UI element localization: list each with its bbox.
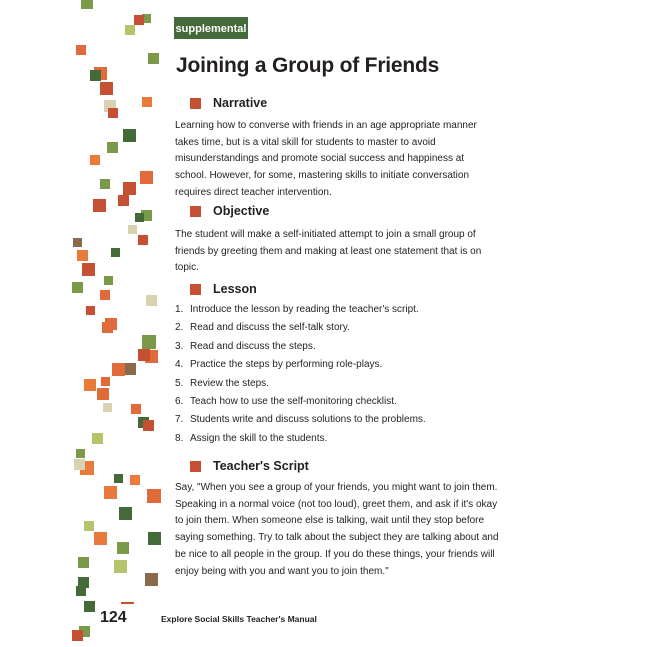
decorative-square [134, 15, 144, 25]
decorative-square [114, 474, 123, 483]
decorative-square [93, 199, 106, 212]
decorative-square [74, 459, 85, 470]
decorative-square [73, 238, 82, 247]
list-item: 1. Introduce the lesson by reading the teacher's script. [175, 304, 419, 315]
decorative-square [148, 53, 159, 64]
list-item: 4. Practice the steps by performing role-plays. [175, 359, 383, 371]
list-item: 6. Teach how to use the self-monitoring checklist. [175, 395, 397, 407]
decorative-square [100, 290, 110, 300]
decorative-square [125, 25, 135, 35]
teachers-script-heading [190, 459, 309, 473]
narrative-heading [190, 96, 267, 110]
page-number: 124 [100, 609, 127, 626]
decorative-square [143, 420, 154, 431]
decorative-square [123, 182, 136, 195]
list-item: 2. Read and discuss the self-talk story. [175, 322, 350, 334]
decorative-square [86, 306, 95, 315]
decorative-square [78, 557, 89, 568]
decorative-square [77, 250, 88, 261]
decorative-square [76, 586, 86, 596]
objective-paragraph: The student will make a self-initiated attempt to join a small group of friends by greeting them and making at least one statement that is on topic. [175, 229, 482, 274]
decorative-square [103, 403, 112, 412]
decorative-square [94, 532, 107, 545]
decorative-square [100, 179, 110, 189]
list-item: 7. Students write and discuss solutions to the problems. [175, 414, 426, 426]
decorative-square [104, 486, 117, 499]
decorative-square [84, 601, 95, 612]
decorative-square [147, 489, 161, 503]
decorative-square [108, 108, 118, 118]
lesson-heading [190, 282, 257, 296]
decorative-square [140, 171, 153, 184]
lesson-steps-list [175, 301, 426, 448]
decorative-square [142, 97, 152, 107]
decorative-square [145, 573, 158, 586]
decorative-square [124, 363, 136, 375]
decorative-square [81, 0, 93, 9]
page-title: Joining a Group of Friends [176, 54, 440, 77]
decorative-square [84, 379, 96, 391]
decorative-square [114, 560, 127, 573]
supplemental-tab: supplemental [174, 17, 248, 39]
square-bullet-icon [190, 461, 201, 472]
decorative-square [111, 248, 120, 257]
decorative-square [138, 349, 150, 361]
list-item: 8. Assign the skill to the students. [175, 432, 328, 444]
decorative-square [84, 521, 94, 531]
objective-heading [190, 204, 269, 218]
book-title: Explore Social Skills Teacher's Manual [161, 614, 317, 624]
decorative-square [72, 630, 83, 641]
square-bullet-icon [190, 98, 201, 109]
decorative-square [97, 388, 109, 400]
decorative-square [119, 507, 132, 520]
decorative-square [100, 82, 113, 95]
objective-heading-label: Objective [213, 204, 270, 218]
decorative-square [104, 276, 113, 285]
teachers-script-heading-label: Teacher's Script [213, 459, 309, 473]
decorative-square [118, 195, 129, 206]
decorative-square [148, 532, 161, 545]
decorative-square [142, 335, 156, 349]
decorative-square [92, 433, 103, 444]
decorative-square [90, 70, 101, 81]
decorative-square [72, 282, 83, 293]
teachers-script-paragraph: Say, "When you see a group of your friends, you might want to join them. Speaking in a normal voice (not too loud), greet them, and ask if it's okay to join them. When someone else is talking, wait until they stop before saying something. Try to talk about the subject they are talking about and be nice to all people in the group. If you do these things, your friends will enjoy being with you and want you to join them." [175, 482, 499, 577]
decorative-square [90, 155, 100, 165]
decorative-square [130, 475, 140, 485]
square-bullet-icon [190, 206, 201, 217]
square-bullet-icon [190, 284, 201, 295]
decorative-square [112, 363, 125, 376]
decorative-square [128, 225, 137, 234]
decorative-square [105, 318, 117, 330]
decorative-square [76, 45, 86, 55]
narrative-paragraph: Learning how to converse with friends in an age appropriate manner takes time, but is a vital skill for students to master to avoid misunderstandings and promote social success and happiness at school. However, for some, mastering skills to initiate conversation requires direct teacher intervention. [175, 120, 477, 198]
decorative-square [107, 142, 118, 153]
decorative-square [123, 129, 136, 142]
decorative-square [131, 404, 141, 414]
decorative-square [82, 263, 95, 276]
decorative-square [135, 213, 144, 222]
decorative-square [146, 295, 157, 306]
decorative-square [117, 542, 129, 554]
decorative-squares-border [0, 0, 160, 647]
lesson-heading-label: Lesson [213, 282, 257, 296]
narrative-heading-label: Narrative [213, 96, 268, 110]
decorative-square [76, 449, 85, 458]
decorative-square [101, 377, 110, 386]
list-item: 3. Read and discuss the steps. [175, 340, 316, 352]
list-item: 5. Review the steps. [175, 377, 269, 389]
decorative-square [138, 235, 148, 245]
